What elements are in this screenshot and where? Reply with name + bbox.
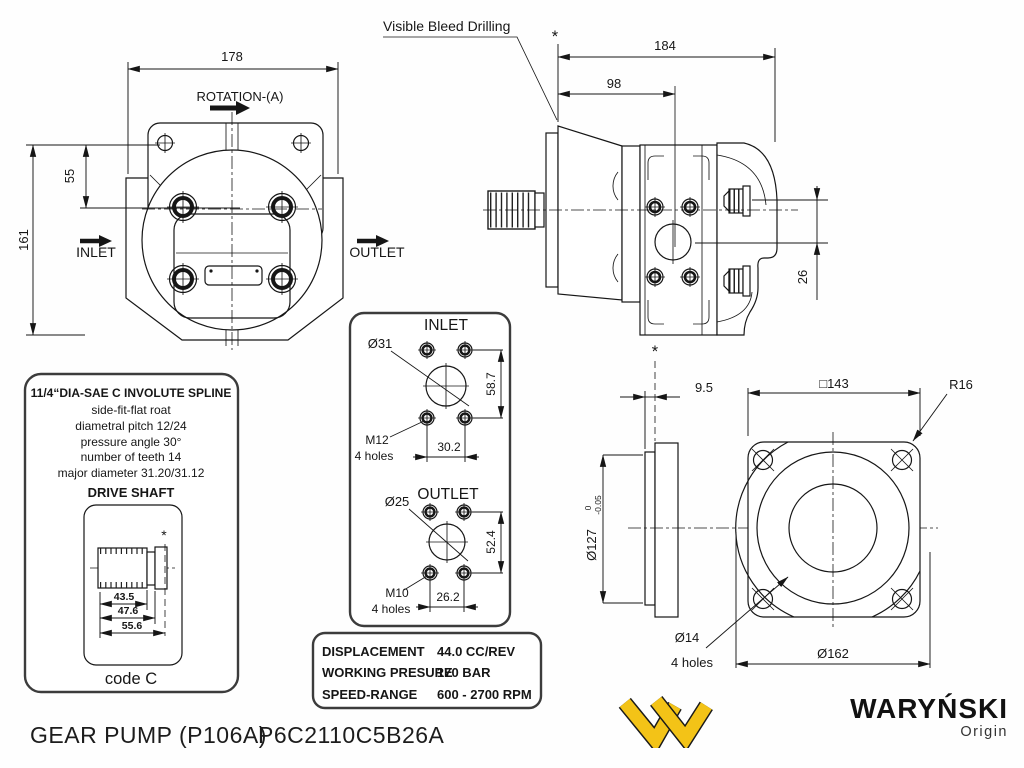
inlet-thread-label: M12 xyxy=(365,433,389,447)
svg-text:4 holes: 4 holes xyxy=(671,655,713,670)
flange-profile xyxy=(655,443,678,617)
spec-row-label: WORKING PRESURE xyxy=(322,665,453,680)
dim-pilot-depth xyxy=(620,343,713,449)
dim-square-143 xyxy=(748,376,920,436)
svg-text:55.6: 55.6 xyxy=(121,620,143,632)
spec-table xyxy=(313,633,541,708)
inlet-label: INLET xyxy=(76,244,116,260)
drive-shaft-title: DRIVE SHAFT xyxy=(87,485,175,500)
spline-line6: major diameter 31.20/31.12 xyxy=(57,466,205,480)
brand-name: WARYŃSKI xyxy=(850,693,1008,724)
svg-text:0: 0 xyxy=(583,505,593,511)
svg-text:161: 161 xyxy=(16,229,31,251)
brand-subtitle: Origin xyxy=(960,724,1008,740)
front-view xyxy=(16,49,405,350)
svg-text:Ø162: Ø162 xyxy=(817,646,849,661)
svg-text:184: 184 xyxy=(654,38,676,53)
outlet-port-title: OUTLET xyxy=(417,486,479,503)
part-number: P6C2110C5B26A xyxy=(258,722,445,748)
spec-row-value: 600 - 2700 RPM xyxy=(437,687,532,702)
pilot-profile xyxy=(645,452,655,605)
svg-text:Ø127: Ø127 xyxy=(584,529,599,561)
visible-bleed-drilling-label: Visible Bleed Drilling xyxy=(383,18,511,34)
name-plate xyxy=(205,266,262,285)
svg-text:178: 178 xyxy=(221,49,243,64)
spline-line3: diametral pitch 12/24 xyxy=(75,419,187,433)
svg-text:9.5: 9.5 xyxy=(694,380,714,395)
warynski-logo-icon xyxy=(618,694,718,748)
svg-text:26.2: 26.2 xyxy=(436,590,460,604)
svg-text:43.5: 43.5 xyxy=(113,591,135,603)
inlet-port-title: INLET xyxy=(424,317,468,334)
spline-line5: number of teeth 14 xyxy=(80,450,182,464)
svg-text:47.6: 47.6 xyxy=(117,605,139,617)
brand-block xyxy=(618,694,1008,748)
svg-text:26: 26 xyxy=(795,269,810,285)
drawing-title: GEAR PUMP (P106A) xyxy=(30,722,267,748)
rotation-label: ROTATION-(A) xyxy=(196,89,284,104)
spline-line4: pressure angle 30° xyxy=(80,435,182,449)
asterisk-mark-top: * xyxy=(551,28,559,46)
dim-length-184 xyxy=(558,38,775,142)
dim-corner-radius xyxy=(913,377,973,441)
gear-housing xyxy=(640,145,717,335)
svg-text:R16: R16 xyxy=(949,377,973,392)
spec-row-value: 44.0 CC/REV xyxy=(437,644,516,659)
svg-text:58.7: 58.7 xyxy=(484,372,498,396)
outlet-label: OUTLET xyxy=(349,244,405,260)
inlet-holes-label: 4 holes xyxy=(354,449,394,463)
side-view xyxy=(483,38,828,335)
asterisk-mark-flange: * xyxy=(651,343,659,361)
outlet-bore-label: Ø25 xyxy=(384,494,410,509)
visible-bleed-drilling-callout xyxy=(383,18,559,120)
spline-line1: 11/4“DIA-SAE C INVOLUTE SPLINE xyxy=(30,386,232,400)
bell-housing xyxy=(558,126,622,300)
spec-row-value: 170 BAR xyxy=(437,665,491,680)
svg-text:52.4: 52.4 xyxy=(484,530,498,554)
ports-detail-panel xyxy=(350,313,510,626)
outlet-thread-label: M10 xyxy=(385,586,409,600)
svg-text:-0.05: -0.05 xyxy=(593,495,603,515)
svg-text:30.2: 30.2 xyxy=(437,440,461,454)
spec-row-label: SPEED-RANGE xyxy=(322,687,418,702)
outlet-holes-label: 4 holes xyxy=(371,602,411,616)
svg-text:55: 55 xyxy=(62,168,77,184)
shaft-code-label: code C xyxy=(104,670,158,688)
inlet-bore-label: Ø31 xyxy=(367,336,393,351)
svg-text:98: 98 xyxy=(606,76,622,91)
dim-pilot-diameter xyxy=(583,455,643,603)
spec-row-label: DISPLACEMENT xyxy=(322,644,425,659)
asterisk-mark-shaft: * xyxy=(161,527,167,543)
spline-line2: side-fit-flat roat xyxy=(91,403,171,417)
svg-text:Ø14: Ø14 xyxy=(674,630,700,645)
svg-text:□143: □143 xyxy=(819,376,849,391)
spline-spec-box xyxy=(25,374,238,692)
rear-flange-view xyxy=(583,343,973,670)
dim-to-face-98 xyxy=(558,76,675,94)
